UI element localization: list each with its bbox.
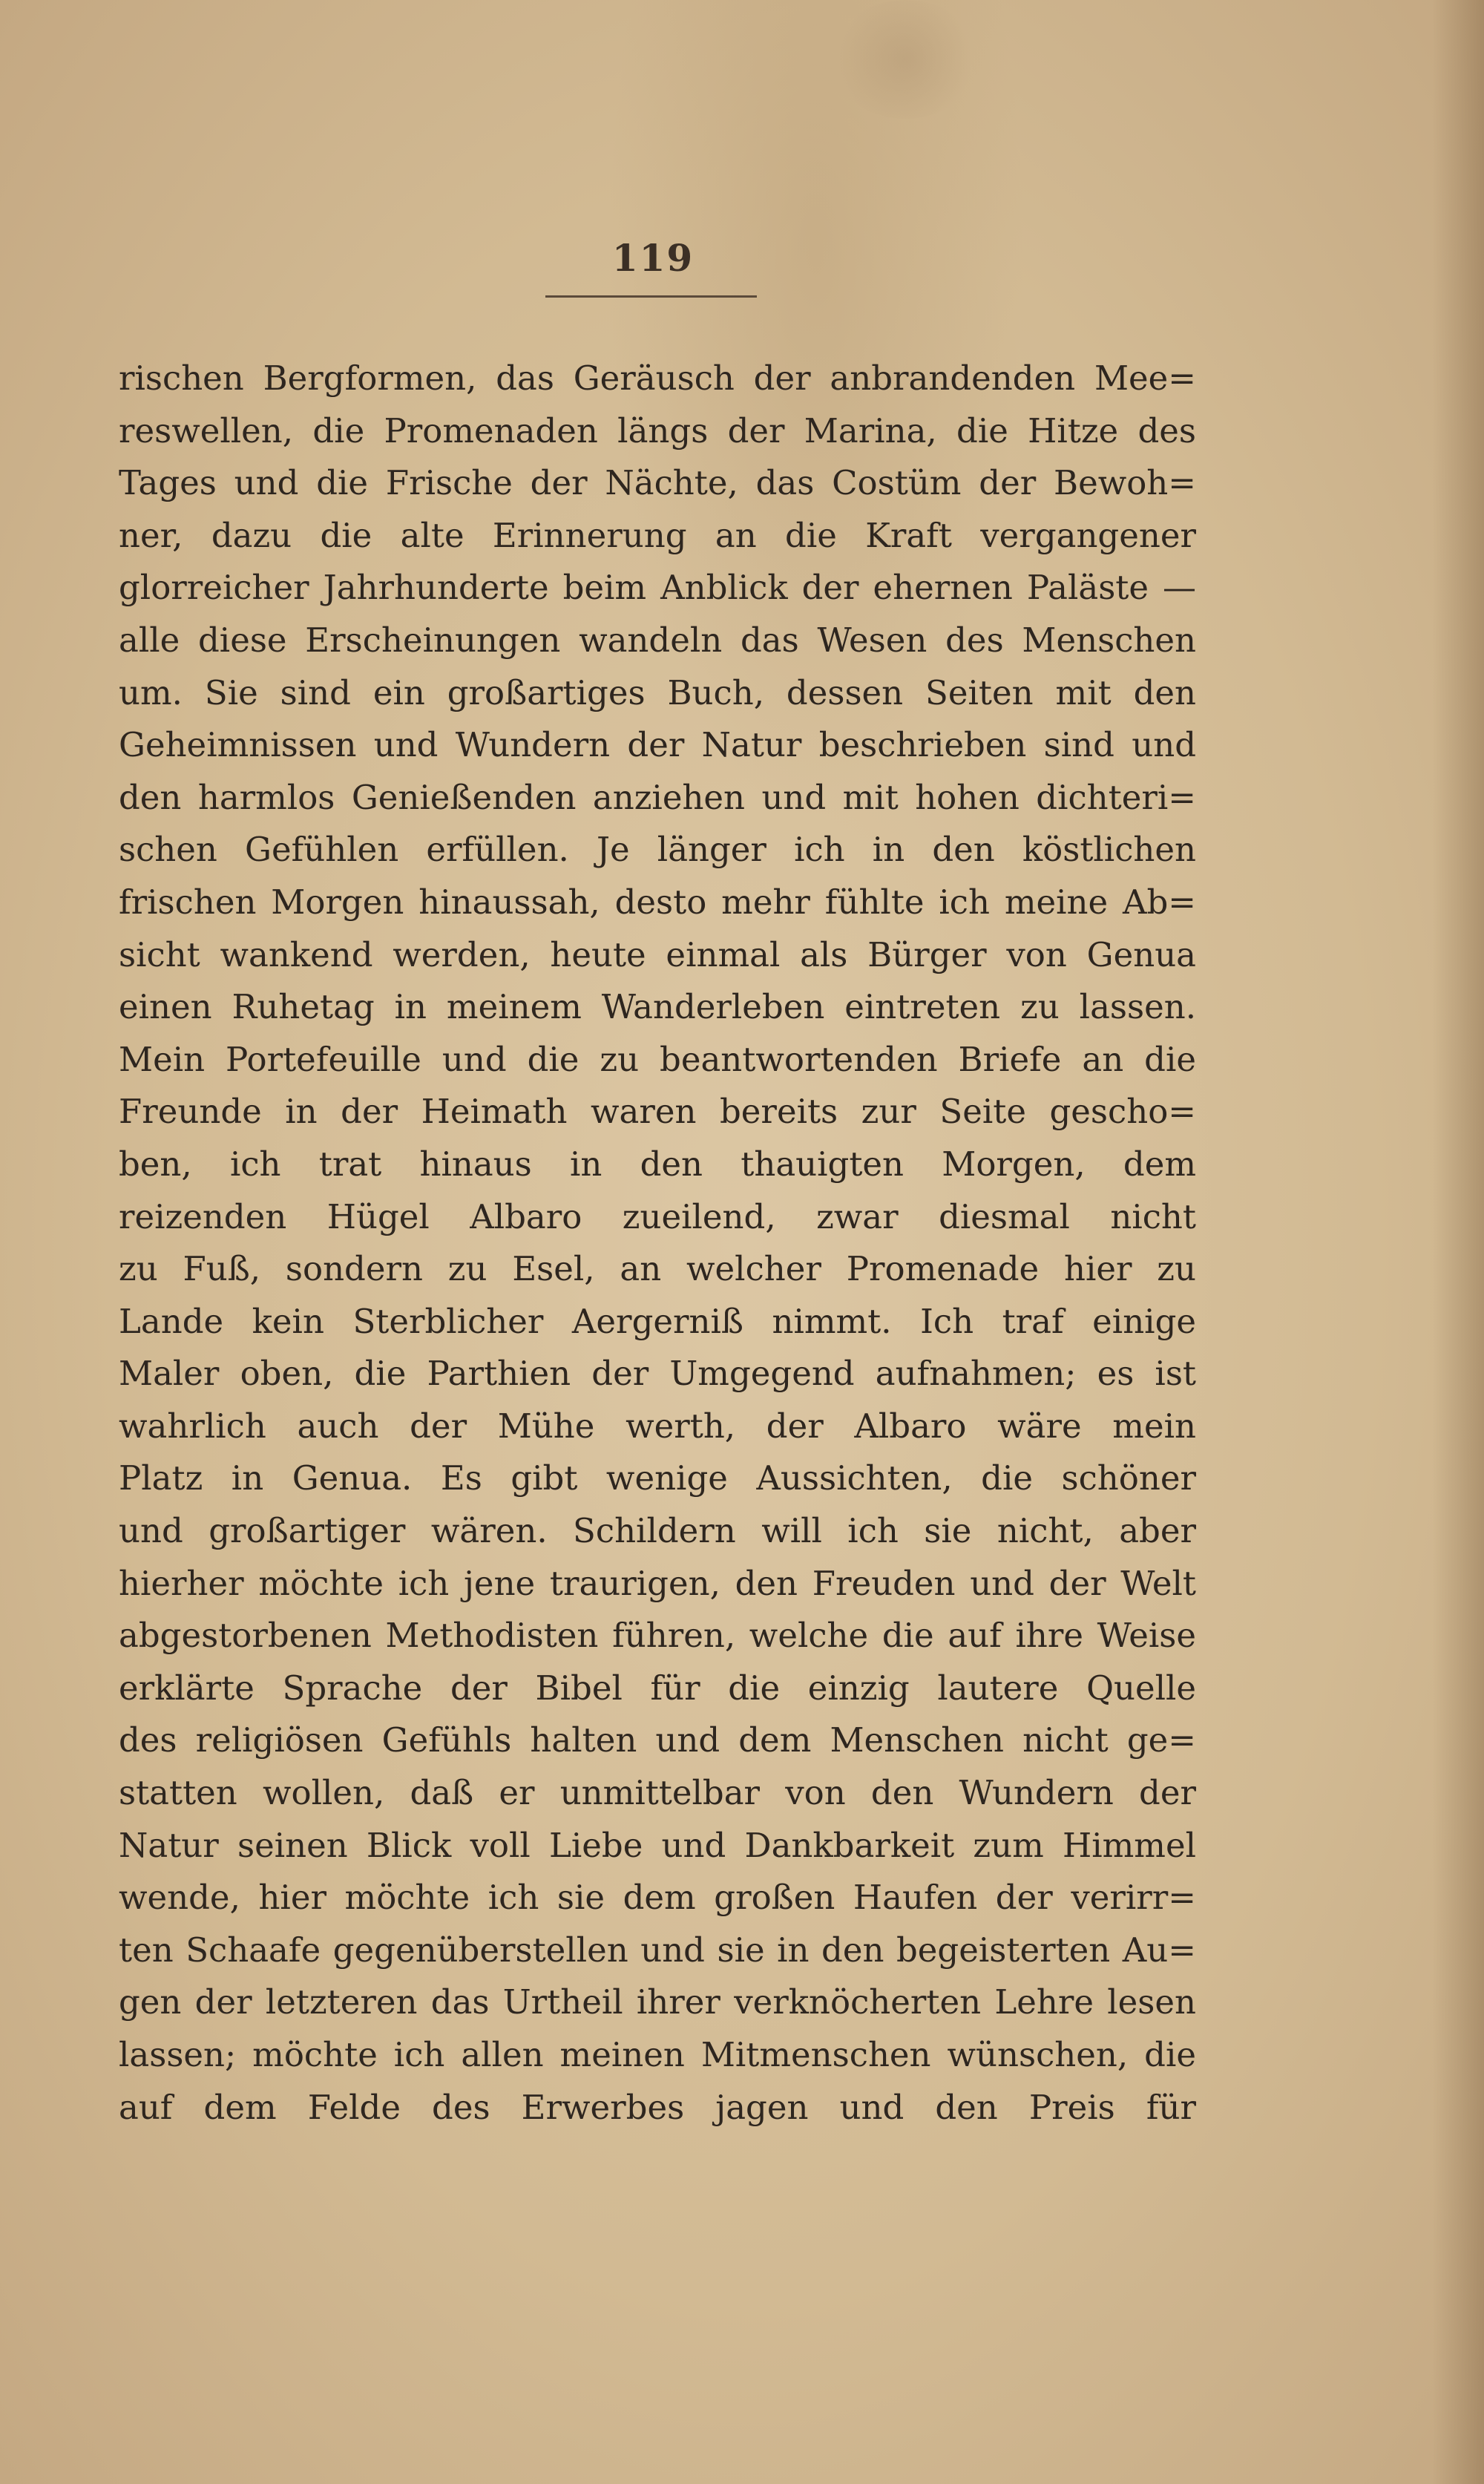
text-line: Geheimnissen und Wundern der Natur beschrieben sind und [119,725,1196,765]
text-line: wahrlich auch der Mühe werth, der Albaro wäre mein [119,1406,1196,1446]
text-line: auf dem Felde des Erwerbes jagen und den Preis für [119,2087,1196,2127]
text-line: den harmlos Genießenden anziehen und mit hohen dichteri= [119,777,1196,817]
text-line: reswellen, die Promenaden längs der Marina, die Hitze des [119,410,1196,450]
text-line: reizenden Hügel Albaro zueilend, zwar diesmal nicht [119,1196,1196,1236]
text-line: gen der letzteren das Urtheil ihrer verknöcherten Lehre lesen [119,1982,1196,2022]
text-line: zu Fuß, sondern zu Esel, an welcher Promenade hier zu [119,1249,1196,1289]
page-stain [831,0,979,119]
text-line: einen Ruhetag in meinem Wanderleben eintreten zu lassen. [119,987,1196,1027]
page-number: 119 [611,236,695,280]
text-line: Lande kein Sterblicher Aergerniß nimmt. Ich traf einige [119,1301,1196,1341]
text-line: statten wollen, daß er unmittelbar von den Wundern der [119,1773,1196,1813]
header-rule [545,295,757,298]
text-line: und großartiger wären. Schildern will ich sie nicht, aber [119,1511,1196,1551]
text-line: glorreicher Jahrhunderte beim Anblick der ehernen Paläste — [119,568,1196,608]
page-edge-shadow [1432,0,1484,2484]
text-line: ten Schaafe gegenüberstellen und sie in den begeisterten Au= [119,1930,1196,1970]
text-line: lassen; möchte ich allen meinen Mitmenschen wünschen, die [119,2035,1196,2074]
text-line: sicht wankend werden, heute einmal als Bürger von Genua [119,934,1196,974]
text-line: hierher möchte ich jene traurigen, den Freuden und der Welt [119,1563,1196,1603]
text-line: Tages und die Frische der Nächte, das Costüm der Bewoh= [119,463,1196,503]
text-line: rischen Bergformen, das Geräusch der anbrandenden Mee= [119,358,1196,398]
text-line: des religiösen Gefühls halten und dem Menschen nicht ge= [119,1720,1196,1760]
text-line: erklärte Sprache der Bibel für die einzig lautere Quelle [119,1668,1196,1708]
text-line: Freunde in der Heimath waren bereits zur Seite gescho= [119,1092,1196,1132]
text-line: ner, dazu die alte Erinnerung an die Kraft vergangener [119,515,1196,555]
text-line: Platz in Genua. Es gibt wenige Aussichten, die schöner [119,1458,1196,1498]
text-line: um. Sie sind ein großartiges Buch, dessen Seiten mit den [119,672,1196,712]
text-line: alle diese Erscheinungen wandeln das Wesen des Menschen [119,620,1196,660]
text-line: wende, hier möchte ich sie dem großen Haufen der verirr= [119,1878,1196,1918]
text-line: Maler oben, die Parthien der Umgegend aufnahmen; es ist [119,1354,1196,1394]
text-line: schen Gefühlen erfüllen. Je länger ich in den köstlichen [119,830,1196,870]
body-text [119,353,1196,2134]
text-line: Mein Portefeuille und die zu beantwortenden Briefe an die [119,1039,1196,1079]
text-line: Natur seinen Blick voll Liebe und Dankbarkeit zum Himmel [119,1825,1196,1865]
text-line: ben, ich trat hinaus in den thauigten Morgen, dem [119,1144,1196,1184]
text-line: abgestorbenen Methodisten führen, welche die auf ihre Weise [119,1616,1196,1656]
text-line: frischen Morgen hinaussah, desto mehr fühlte ich meine Ab= [119,882,1196,922]
